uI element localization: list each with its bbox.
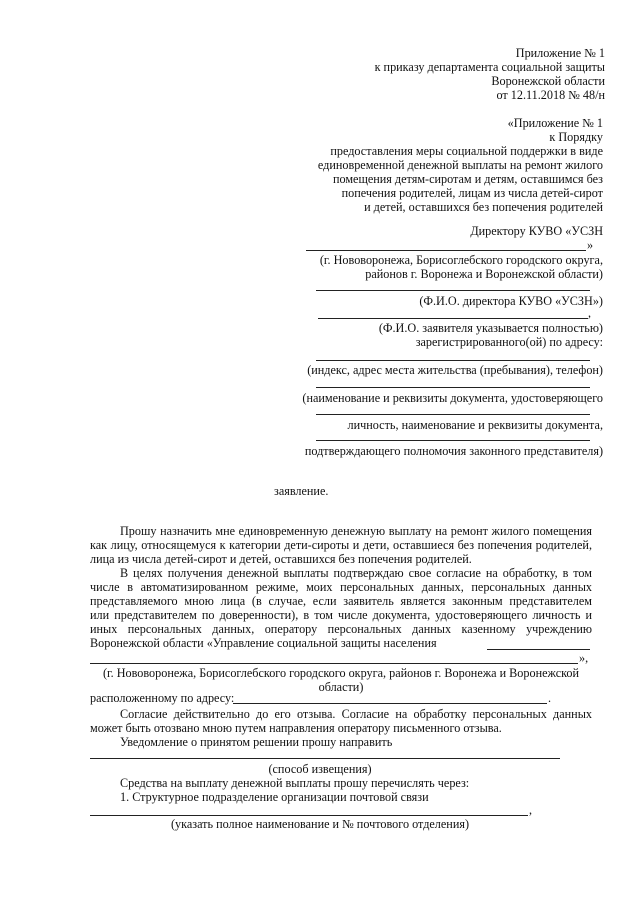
p2-line6: Воронежской области «Управление социальной защиты населения xyxy=(90,636,437,650)
hint-city-1: (г. Нововоронежа, Борисоглебского городского округа, xyxy=(319,253,603,267)
p1-line1: Прошу назначить мне единовременную денежную выплату на ремонт жилого помещения xyxy=(120,524,592,538)
notify-label: Уведомление о принятом решении прошу направить xyxy=(120,735,393,749)
funds-label: Средства на выплату денежной выплаты прошу перечислять через: xyxy=(120,776,470,790)
p3-line1: Согласие действительно до его отзыва. Согласие на обработку персональных данных xyxy=(120,707,592,721)
post-comma: , xyxy=(529,803,533,817)
line-uszn-city[interactable] xyxy=(90,663,578,664)
addressee-director: Директору КУВО «УСЗН xyxy=(470,224,603,238)
hint-id-doc-2: личность, наименование и реквизиты документа, xyxy=(347,418,603,432)
line-post-office[interactable] xyxy=(90,815,528,816)
hint-address: (индекс, адрес места жительства (пребывания), телефон) xyxy=(307,363,603,377)
hint-id-doc: (наименование и реквизиты документа, удостоверяющего xyxy=(302,391,603,405)
appendix-order-line4: единовременной денежной выплаты на ремонт жилого xyxy=(317,158,603,172)
line-id-doc[interactable] xyxy=(316,387,590,388)
appendix-order-line5: помещения детям-сиротам и детям, оставшимся без xyxy=(332,172,603,186)
hint-notify: (способ извещения) xyxy=(268,762,372,776)
document-title: заявление. xyxy=(274,484,329,498)
located-label: расположенному по адресу: xyxy=(90,691,235,705)
line-applicant-name[interactable] xyxy=(318,318,588,319)
hint-applicant-name: (Ф.И.О. заявителя указывается полностью) xyxy=(378,321,603,335)
item1-label: 1. Структурное подразделение организации почтовой связи xyxy=(120,790,429,804)
hint-city-full-2: области) xyxy=(318,680,364,694)
appendix-main-line3: Воронежской области xyxy=(491,74,605,88)
line-operator-address[interactable] xyxy=(233,703,547,704)
quote-comma: », xyxy=(579,651,589,665)
p1-line2: как лицу, относящемуся к категории дети-сироты и дети, оставшиеся без попечения родителей, xyxy=(90,538,592,552)
p1-line3: лица из числа детей-сирот и детей, оставшихся без попечения родителей. xyxy=(90,552,472,566)
line-uszn-name[interactable] xyxy=(306,250,586,251)
line-address[interactable] xyxy=(316,360,590,361)
addressee-registered: зарегистрированного(ой) по адресу: xyxy=(415,335,603,349)
p2-line4: или представителем по доверенности), в том числе документа, удостоверяющего личность и xyxy=(90,608,592,622)
addressee-quote-close: » xyxy=(587,238,594,252)
appendix-order-line3: предоставления меры социальной поддержки в виде xyxy=(330,144,603,158)
hint-city-full-1: (г. Нововоронежа, Борисоглебского городского округа, районов г. Воронежа и Воронежской xyxy=(102,666,580,680)
hint-city-2: районов г. Воронежа и Воронежской области) xyxy=(365,267,603,281)
p2-line1: В целях получения денежной выплаты подтверждаю свое согласие на обработку, в том xyxy=(120,566,592,580)
p3-line2: может быть отозвано мною путем направления оператору письменного отзыва. xyxy=(90,721,502,735)
p2-line3: представляемого мною лица (в случае, если заявитель является законным представителем xyxy=(90,594,592,608)
line-id-doc-3[interactable] xyxy=(316,440,590,441)
addressee-comma: , xyxy=(588,306,592,320)
appendix-order-line1: «Приложение № 1 xyxy=(507,116,603,130)
hint-post: (указать полное наименование и № почтового отделения) xyxy=(170,817,470,831)
appendix-main-line4: от 12.11.2018 № 48/н xyxy=(496,88,605,102)
p2-line2: числе в автоматизированном режиме, моих персональных данных, персональных данных xyxy=(90,580,592,594)
located-dot: . xyxy=(548,691,552,705)
appendix-order-line6: попечения родителей, лицам из числа детей-сирот xyxy=(341,186,603,200)
line-uszn-inline[interactable] xyxy=(487,649,590,650)
appendix-main-line1: Приложение № 1 xyxy=(515,46,605,60)
appendix-main-line2: к приказу департамента социальной защиты xyxy=(374,60,605,74)
line-notify-method[interactable] xyxy=(90,758,560,759)
appendix-order-line7: и детей, оставшихся без попечения родителей xyxy=(364,200,603,214)
hint-id-doc-3: подтверждающего полномочия законного представителя) xyxy=(304,444,603,458)
p2-line5: иных персональных данных, оператору персональных данных казенному учреждению xyxy=(90,622,592,636)
appendix-order-line2: к Порядку xyxy=(549,130,603,144)
hint-director-name: (Ф.И.О. директора КУВО «УСЗН») xyxy=(419,294,603,308)
line-id-doc-2[interactable] xyxy=(316,414,590,415)
line-director-name[interactable] xyxy=(316,290,590,291)
